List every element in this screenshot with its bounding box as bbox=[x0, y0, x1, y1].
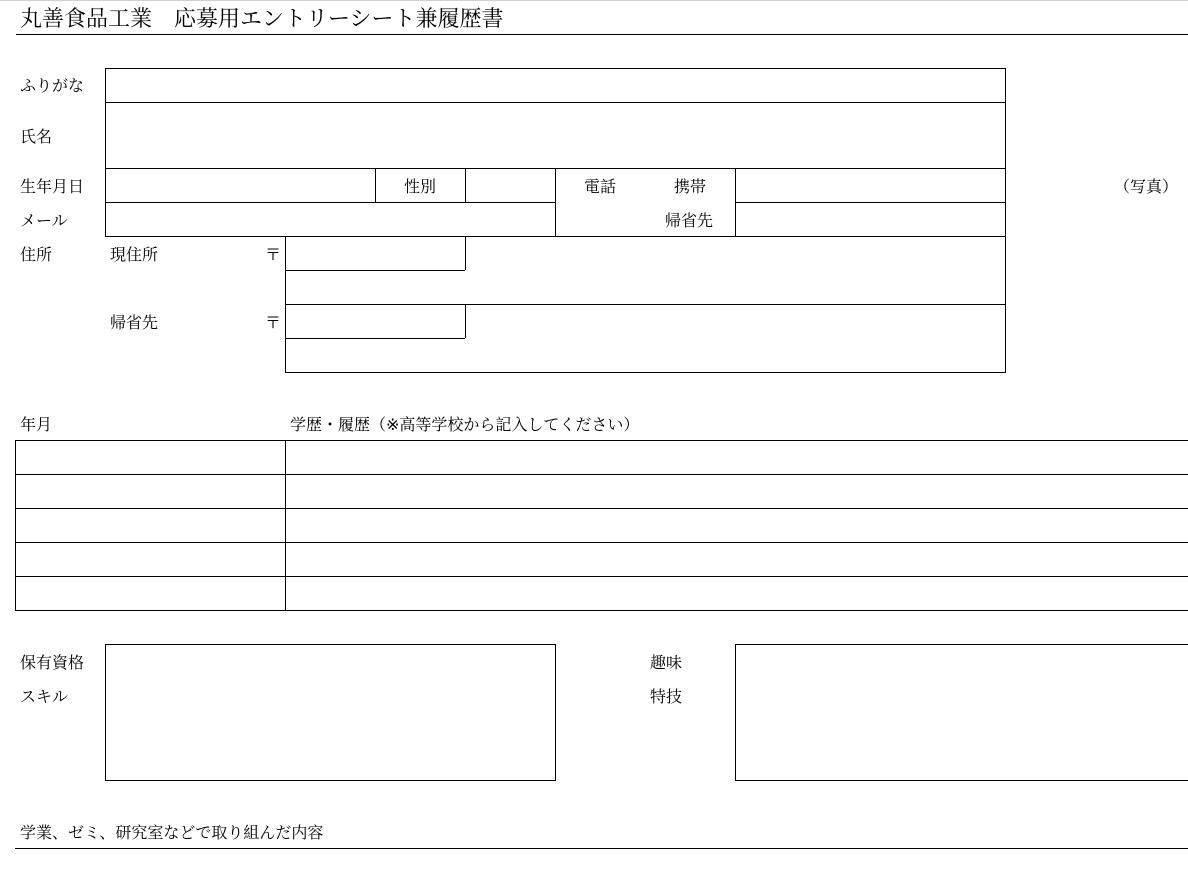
special-skills-label: 特技 bbox=[650, 687, 683, 706]
furigana-label: ふりがな bbox=[20, 76, 85, 95]
qualifications-skills-field[interactable] bbox=[106, 645, 555, 780]
studies-field[interactable] bbox=[16, 849, 1188, 891]
email-field[interactable] bbox=[106, 203, 555, 236]
hometown-address-field[interactable] bbox=[286, 339, 1005, 372]
page-title: 丸善食品工業 応募用エントリーシート兼履歴書 bbox=[20, 7, 504, 32]
hobbies-label: 趣味 bbox=[650, 653, 683, 672]
grid-line bbox=[105, 236, 1006, 237]
grid-line bbox=[465, 304, 466, 338]
studies-label: 学業、ゼミ、研究室などで取り組んだ内容 bbox=[20, 823, 324, 842]
history-row-4-date[interactable] bbox=[16, 543, 285, 576]
gender-field[interactable] bbox=[466, 169, 555, 202]
history-row-1-date[interactable] bbox=[16, 441, 285, 474]
mobile-phone-field[interactable] bbox=[736, 169, 1005, 202]
phone-label: 電話 bbox=[584, 177, 617, 196]
grid-line bbox=[375, 168, 376, 202]
grid-line bbox=[735, 780, 1188, 781]
history-row-5-detail[interactable] bbox=[286, 577, 1188, 610]
hometown-postal-code-field[interactable] bbox=[286, 305, 465, 338]
furigana-field[interactable] bbox=[106, 69, 1005, 102]
birthdate-label: 生年月日 bbox=[20, 177, 85, 196]
current-address-label: 現住所 bbox=[110, 245, 159, 264]
current-address-field[interactable] bbox=[286, 271, 1005, 304]
grid-line bbox=[1005, 68, 1006, 236]
address-label: 住所 bbox=[20, 245, 53, 264]
sheet-top-edge bbox=[0, 0, 1188, 1]
hometown-address-label: 帰省先 bbox=[110, 313, 159, 332]
title-underline bbox=[16, 34, 1188, 35]
birthdate-field[interactable] bbox=[106, 169, 375, 202]
grid-line bbox=[105, 780, 556, 781]
history-detail-header: 学歴・履歴（※高等学校から記入してください） bbox=[290, 415, 640, 434]
history-row-4-detail[interactable] bbox=[286, 543, 1188, 576]
grid-line bbox=[555, 644, 556, 780]
skills-label: スキル bbox=[20, 687, 68, 706]
history-row-3-detail[interactable] bbox=[286, 509, 1188, 542]
current-postal-code-field[interactable] bbox=[286, 237, 465, 270]
current-postal-mark: 〒 bbox=[265, 245, 282, 264]
grid-line bbox=[555, 168, 556, 236]
history-row-3-date[interactable] bbox=[16, 509, 285, 542]
phone-hometown-label: 帰省先 bbox=[665, 211, 714, 230]
gender-label: 性別 bbox=[404, 177, 437, 196]
history-row-1-detail[interactable] bbox=[286, 441, 1188, 474]
mobile-label: 携帯 bbox=[674, 177, 707, 196]
photo-placeholder-label: （写真） bbox=[1114, 177, 1179, 196]
history-date-header: 年月 bbox=[20, 415, 53, 434]
history-row-2-date[interactable] bbox=[16, 475, 285, 508]
email-label: メール bbox=[20, 211, 68, 230]
hometown-phone-field[interactable] bbox=[736, 203, 1005, 236]
qualifications-label: 保有資格 bbox=[20, 653, 85, 672]
grid-line bbox=[465, 236, 466, 270]
name-field[interactable] bbox=[106, 103, 1005, 168]
name-label: 氏名 bbox=[20, 127, 53, 146]
grid-line bbox=[285, 372, 1006, 373]
hometown-postal-mark: 〒 bbox=[265, 313, 282, 332]
hobbies-special-skills-field[interactable] bbox=[736, 645, 1188, 780]
history-row-2-detail[interactable] bbox=[286, 475, 1188, 508]
history-row-5-date[interactable] bbox=[16, 577, 285, 610]
grid-line bbox=[15, 610, 1188, 611]
